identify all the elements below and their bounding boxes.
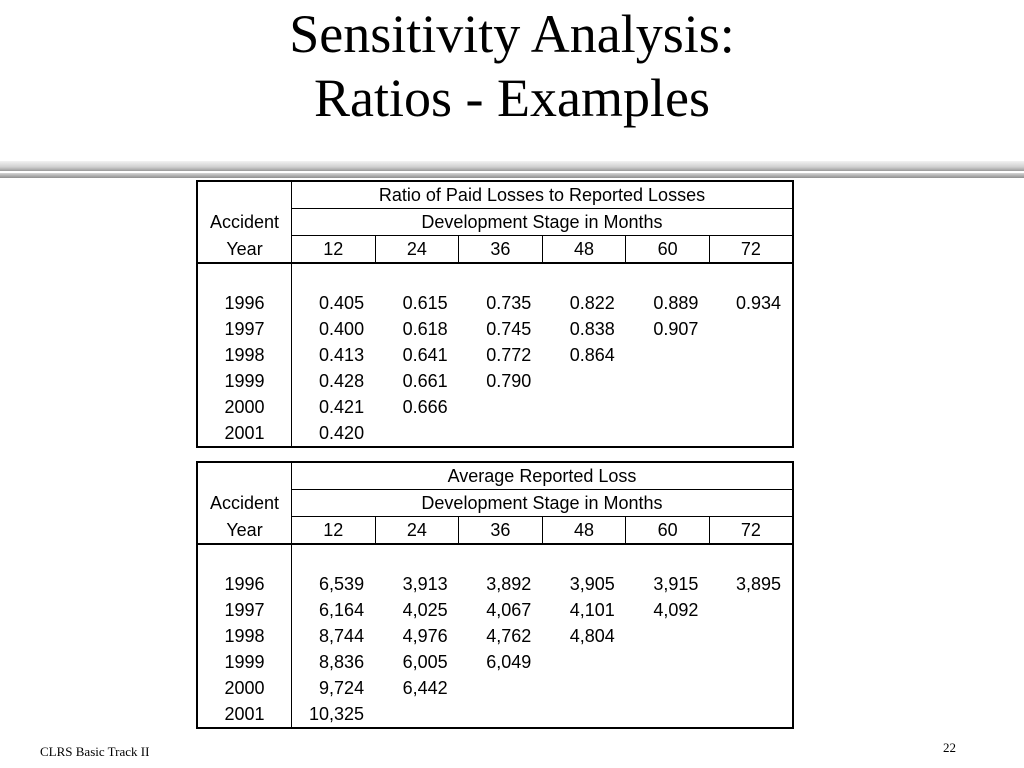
table-cell: 0.428 (319, 371, 365, 391)
table-cell: 4,976 (402, 626, 448, 646)
spacer-row (197, 544, 793, 571)
table-cell (626, 649, 710, 675)
accident-year: 1997 (197, 316, 292, 342)
footer-course-name: CLRS Basic Track II (40, 744, 150, 759)
accident-year: 1999 (197, 649, 292, 675)
table-row (197, 394, 793, 420)
page-number: 22 (943, 740, 956, 755)
column-header: 48 (542, 236, 626, 264)
table-cell (459, 394, 543, 420)
table-cell (626, 701, 710, 728)
table-row (197, 420, 793, 447)
accident-year: 1997 (197, 597, 292, 623)
row-header-year: Year (197, 236, 292, 264)
table-row (197, 342, 793, 368)
table-cell: 6,539 (319, 574, 365, 594)
table-cell: 4,101 (569, 600, 615, 620)
table-cell: 3,905 (569, 574, 615, 594)
table-cell (709, 701, 793, 728)
table-cell: 4,067 (486, 600, 532, 620)
spacer-cell (292, 263, 794, 290)
row-header-accident: Accident (197, 490, 292, 517)
table-cell: 4,092 (653, 600, 699, 620)
table-cell: 10,325 (309, 704, 365, 724)
table-cell: 6,005 (402, 652, 448, 672)
column-header: 72 (709, 517, 793, 545)
title-line-1: Sensitivity Analysis: (289, 4, 735, 64)
table-cell: 0.838 (569, 319, 615, 339)
spacer-row (197, 263, 793, 290)
column-header: 36 (459, 517, 543, 545)
table-cell: 0.400 (319, 319, 365, 339)
row-header-year: Year (197, 517, 292, 545)
column-header: 60 (626, 236, 710, 264)
table-cell (626, 420, 710, 447)
table-cell (709, 368, 793, 394)
table-cell: 4,762 (486, 626, 532, 646)
table-title: Ratio of Paid Losses to Reported Losses (292, 181, 794, 209)
table-row (197, 675, 793, 701)
table-cell: 0.907 (653, 319, 699, 339)
table-cell (709, 394, 793, 420)
table-cell (542, 420, 626, 447)
table-cell (542, 368, 626, 394)
column-header: 12 (292, 236, 376, 264)
table-cell: 6,049 (486, 652, 532, 672)
table-cell: 4,025 (402, 600, 448, 620)
header-blank (197, 462, 292, 490)
table-cell: 3,913 (402, 574, 448, 594)
accident-year: 2001 (197, 701, 292, 728)
table-cell (709, 342, 793, 368)
accident-year: 1998 (197, 342, 292, 368)
average-reported-loss-table (196, 461, 794, 729)
table-cell: 3,915 (653, 574, 699, 594)
column-header: 24 (375, 236, 459, 264)
slide-title (0, 2, 1024, 130)
table-cell (459, 420, 543, 447)
table-cell (626, 368, 710, 394)
column-header: 60 (626, 517, 710, 545)
table-cell: 0.735 (486, 293, 532, 313)
table-row (197, 571, 793, 597)
table-cell (375, 420, 459, 447)
table-row (197, 597, 793, 623)
table-cell (375, 701, 459, 728)
table-cell (542, 701, 626, 728)
row-header-accident: Accident (197, 209, 292, 236)
table-cell (459, 701, 543, 728)
column-header: 24 (375, 517, 459, 545)
table-cell (542, 675, 626, 701)
table-row (197, 368, 793, 394)
table-cell (709, 649, 793, 675)
table-cell: 3,892 (486, 574, 532, 594)
table-cell (542, 649, 626, 675)
table-title: Average Reported Loss (292, 462, 794, 490)
accident-year: 1996 (197, 571, 292, 597)
table-cell: 0.413 (319, 345, 365, 365)
table-cell: 4,804 (569, 626, 615, 646)
table-cell: 0.864 (569, 345, 615, 365)
table-cell: 0.615 (402, 293, 448, 313)
table-cell: 0.405 (319, 293, 365, 313)
accident-year: 1996 (197, 290, 292, 316)
table-cell (709, 675, 793, 701)
table-cell (542, 394, 626, 420)
spacer-cell (197, 544, 292, 571)
header-blank (197, 181, 292, 209)
table-cell: 0.641 (402, 345, 448, 365)
table-cell: 0.889 (653, 293, 699, 313)
table-cell: 8,744 (319, 626, 365, 646)
accident-year: 2000 (197, 675, 292, 701)
table-cell: 0.618 (402, 319, 448, 339)
accident-year: 2001 (197, 420, 292, 447)
table-cell: 0.666 (402, 397, 448, 417)
table-row (197, 290, 793, 316)
table-cell: 3,895 (735, 574, 781, 594)
table-cell (459, 675, 543, 701)
spacer-cell (292, 544, 794, 571)
table-cell: 0.420 (319, 423, 365, 443)
table-row (197, 701, 793, 728)
accident-year: 1999 (197, 368, 292, 394)
column-header: 72 (709, 236, 793, 264)
table-cell (626, 342, 710, 368)
accident-year: 2000 (197, 394, 292, 420)
table-cell (709, 623, 793, 649)
column-header: 12 (292, 517, 376, 545)
table-cell (626, 623, 710, 649)
table-row (197, 316, 793, 342)
accident-year: 1998 (197, 623, 292, 649)
table-cell (626, 675, 710, 701)
table-cell: 0.421 (319, 397, 365, 417)
table-cell: 6,164 (319, 600, 365, 620)
table-cell: 0.934 (735, 293, 781, 313)
table-cell: 6,442 (402, 678, 448, 698)
table-cell (709, 420, 793, 447)
table-cell: 0.790 (486, 371, 532, 391)
table-cell: 9,724 (319, 678, 365, 698)
table-cell: 0.822 (569, 293, 615, 313)
table-cell: 8,836 (319, 652, 365, 672)
table-cell (709, 597, 793, 623)
development-stage-label: Development Stage in Months (292, 490, 794, 517)
column-header: 36 (459, 236, 543, 264)
table-cell: 0.745 (486, 319, 532, 339)
paid-to-reported-ratio-table (196, 180, 794, 448)
table-row (197, 649, 793, 675)
column-header: 48 (542, 517, 626, 545)
table-cell (709, 316, 793, 342)
divider-rule-thin (0, 161, 1024, 171)
table-cell: 0.772 (486, 345, 532, 365)
table-cell: 0.661 (402, 371, 448, 391)
spacer-cell (197, 263, 292, 290)
table-row (197, 623, 793, 649)
table-cell (626, 394, 710, 420)
title-line-2: Ratios - Examples (314, 68, 710, 128)
divider-rule-thick (0, 173, 1024, 178)
development-stage-label: Development Stage in Months (292, 209, 794, 236)
